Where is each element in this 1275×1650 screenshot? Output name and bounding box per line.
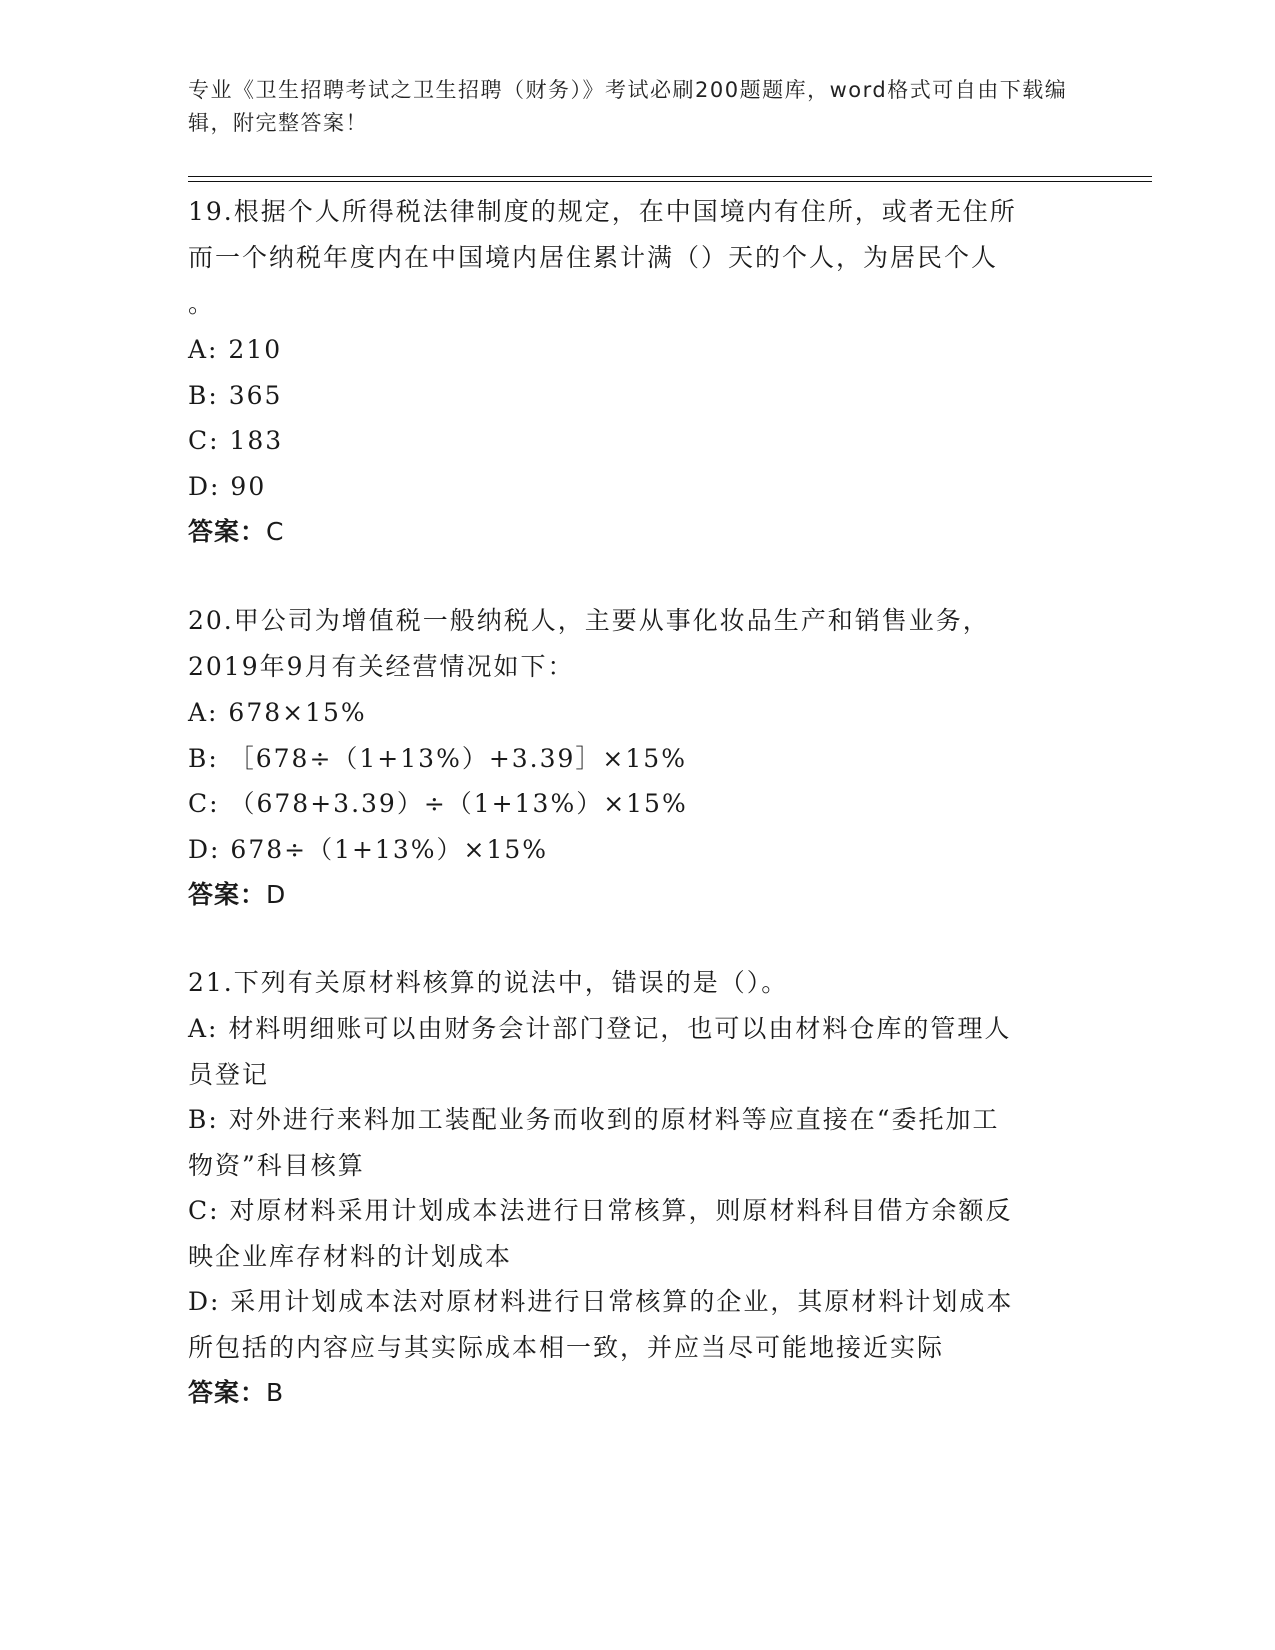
question-stem-line: 2019年9月有关经营情况如下： [188, 652, 575, 681]
question-20 [188, 598, 1088, 918]
answer-line [188, 872, 1088, 918]
option-c: C: 对原材料采用计划成本法进行日常核算，则原材料科目借方余额反 [188, 1196, 1013, 1225]
option-c: C: （678+3.39）÷（1+13%）×15% [188, 789, 688, 818]
answer-label: 答案： [188, 880, 267, 909]
document-header: 专业《卫生招聘考试之卫生招聘（财务）》考试必刷200题题库，word格式可自由下载编辑，附完整答案！ [188, 78, 1068, 135]
option-d: D: 90 [188, 471, 267, 501]
header-divider-top [188, 176, 1152, 177]
question-stem-line: 20.甲公司为增值税一般纳税人，主要从事化妆品生产和销售业务， [188, 606, 990, 635]
question-stem-line: 。 [188, 289, 216, 318]
option-a: A: 678×15% [188, 698, 367, 727]
option-b: B: ［678÷（1+13%）+3.39］×15% [188, 743, 687, 773]
answer-value: B [266, 1378, 285, 1407]
header-divider-bottom [188, 181, 1152, 182]
answer-value: D [266, 880, 287, 909]
option-c-continued: 映企业库存材料的计划成本 [188, 1241, 513, 1271]
question-21 [188, 960, 1088, 1416]
option-b-continued: 物资”科目核算 [188, 1150, 365, 1180]
option-d: D: 采用计划成本法对原材料进行日常核算的企业，其原材料计划成本 [188, 1287, 1014, 1316]
question-stem-line: 19.根据个人所得税法律制度的规定，在中国境内有住所，或者无住所 [188, 197, 1017, 226]
option-a: A: 210 [188, 335, 283, 364]
option-b: B: 对外进行来料加工装配业务而收到的原材料等应直接在“委托加工 [188, 1105, 1000, 1134]
question-stem-line: 而一个纳税年度内在中国境内居住累计满（）天的个人，为居民个人 [188, 243, 999, 272]
option-d: D: 678÷（1+13%）×15% [188, 834, 549, 864]
answer-line [188, 1370, 1088, 1416]
option-c: C: 183 [188, 426, 284, 455]
option-d-continued: 所包括的内容应与其实际成本相一致，并应当尽可能地接近实际 [188, 1332, 945, 1362]
question-19 [188, 189, 1088, 555]
answer-label: 答案： [188, 517, 267, 546]
answer-label: 答案： [188, 1378, 267, 1407]
answer-line [188, 509, 1088, 555]
question-stem-line: 21.下列有关原材料核算的说法中，错误的是（）。 [188, 968, 789, 997]
answer-value: C [266, 517, 285, 546]
option-a-continued: 员登记 [188, 1059, 270, 1089]
option-b: B: 365 [188, 380, 283, 410]
option-a: A: 材料明细账可以由财务会计部门登记，也可以由材料仓库的管理人 [188, 1014, 1012, 1043]
